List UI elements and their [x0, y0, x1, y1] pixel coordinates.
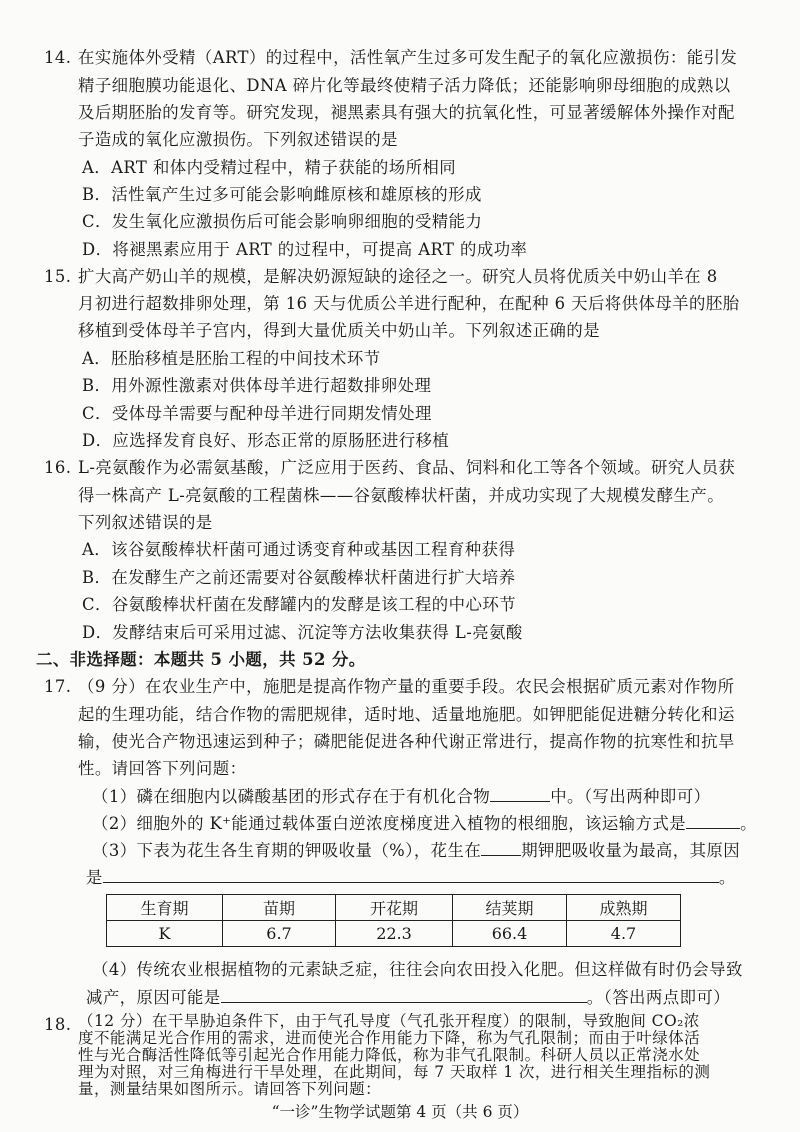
table-header-row	[107, 895, 681, 921]
question-number: 18.	[44, 1015, 72, 1034]
question-stem-line: 得一株高产 L-亮氨酸的工程菌株——谷氨酸棒状杆菌，并成功实现了大规模发酵生产。	[78, 486, 725, 505]
sub-question-1	[92, 785, 710, 809]
question-stem-line: 下列叙述错误的是	[78, 513, 213, 532]
table-cell: K	[107, 921, 223, 947]
question-stem-line: 在实施体外受精（ART）的过程中，活性氧产生过多可发生配子的氧化应激损伤：能引发	[78, 48, 738, 67]
option-a: A．该谷氨酸棒状杆菌可通过诱变育种或基因工程育种获得	[82, 540, 516, 559]
question-stem-line: 移植到受体母羊子宫内，得到大量优质关中奶山羊。下列叙述正确的是	[78, 321, 601, 340]
table-header-cell: 成熟期	[567, 895, 681, 921]
sub-question-text: 中。（写出两种即可）	[550, 787, 711, 806]
question-number: 15.	[44, 267, 72, 286]
sub-question-text: 期钾肥吸收量为最高，其原因	[521, 841, 741, 860]
question-stem-line: （12 分）在干旱胁迫条件下，由于气孔导度（气孔张开程度）的限制，导致胞间 CO₂浓	[78, 1012, 700, 1030]
option-b: B．在发酵生产之前还需要对谷氨酸棒状杆菌进行扩大培养	[82, 568, 516, 587]
question-stem-line: （9 分）在农业生产中，施肥是提高作物产量的重要手段。农民会根据矿质元素对作物所	[78, 677, 735, 696]
question-stem-line: 量，测量结果如图所示。请回答下列问题：	[78, 1080, 382, 1098]
sub-question-text: 是	[86, 868, 103, 887]
option-b: B．用外源性激素对供体母羊进行超数排卵处理	[82, 376, 432, 395]
sub-question-text: （3）下表为花生各生育期的钾吸收量（%），花生在	[92, 841, 482, 860]
question-stem-line: 及后期胚胎的发育等。研究发现，褪黑素具有强大的抗氧化性，可显著缓解体外操作对配	[78, 103, 735, 122]
table-cell: 6.7	[223, 921, 336, 947]
question-number: 17.	[44, 677, 72, 696]
option-c: C．受体母羊需要与配种母羊进行同期发情处理	[82, 404, 432, 423]
sub-question-text: 减产，原因可能是	[86, 988, 221, 1007]
table-header-cell: 苗期	[223, 895, 336, 921]
sub-question-text: 。	[740, 814, 757, 833]
table-cell: 22.3	[336, 921, 453, 947]
question-stem-line: 子造成的氧化应激损伤。下列叙述错误的是	[78, 130, 398, 149]
sub-question-text: 。（答出两点即可）	[586, 988, 731, 1007]
sub-question-text: （1）磷在细胞内以磷酸基团的形式存在于有机化合物	[92, 787, 491, 806]
answer-blank[interactable]	[490, 785, 550, 802]
answer-blank[interactable]	[221, 986, 587, 1003]
question-stem-line: 月初进行超数排卵处理，第 16 天与优质公羊进行配种，在配种 6 天后将供体母羊的胚胎	[78, 294, 740, 313]
table-header-cell: 开花期	[336, 895, 453, 921]
question-stem-line: L-亮氨酸作为必需氨基酸，广泛应用于医药、食品、饲料和化工等各个领域。研究人员获	[78, 458, 736, 477]
question-stem-line: 输，使光合产物迅速运到种子；磷肥能促进各种代谢正常进行，提高作物的抗寒性和抗旱	[78, 732, 735, 751]
sub-question-text: （2）细胞外的 K⁺能通过载体蛋白逆浓度梯度进入植物的根细胞，该运输方式是	[92, 814, 687, 833]
question-number: 14.	[44, 48, 72, 67]
table-header-cell: 生育期	[107, 895, 223, 921]
answer-blank[interactable]	[686, 812, 740, 829]
table-cell: 4.7	[567, 921, 681, 947]
option-d: D．将褪黑素应用于 ART 的过程中，可提高 ART 的成功率	[82, 240, 528, 259]
question-stem-line: 精子细胞膜功能退化、DNA 碎片化等最终使精子活力降低；还能影响卵母细胞的成熟以	[78, 76, 731, 95]
option-a: A．胚胎移植是胚胎工程的中间技术环节	[82, 349, 381, 368]
sub-question-text: 。	[718, 868, 736, 887]
option-c: C．谷氨酸棒状杆菌在发酵罐内的发酵是该工程的中心环节	[82, 595, 517, 614]
question-stem-line: 性与光合酶活性降低等引起光合作用能力降低，称为非气孔限制。科研人员以正常浇水处	[78, 1046, 701, 1064]
section-heading: 二、非选择题：本题共 5 小题，共 52 分。	[36, 650, 366, 669]
option-d: D．发酵结束后可采用过滤、沉淀等方法收集获得 L-亮氨酸	[82, 623, 523, 642]
answer-blank[interactable]	[103, 866, 719, 883]
question-stem-line: 度不能满足光合作用的需求，进而使光合作用能力下降，称为气孔限制；而由于叶绿体活	[78, 1029, 701, 1047]
table-cell: 66.4	[453, 921, 567, 947]
option-b: B．活性氧产生过多可能会影响雌原核和雄原核的形成	[82, 185, 482, 204]
sub-question-3-answer-line	[86, 866, 736, 890]
table-row	[107, 921, 681, 947]
question-stem-line: 扩大高产奶山羊的规模，是解决奶源短缺的途径之一。研究人员将优质关中奶山羊在 8	[78, 267, 718, 286]
potassium-uptake-table	[106, 894, 681, 947]
page-footer: “一诊”生物学试题第 4 页（共 6 页）	[271, 1103, 529, 1121]
sub-question-4-answer-line	[86, 986, 730, 1010]
option-d: D．应选择发育良好、形态正常的原肠胚进行移植	[82, 431, 450, 450]
answer-blank[interactable]	[481, 839, 521, 856]
sub-question-3	[92, 839, 740, 863]
option-c: C．发生氧化应激损伤后可能会影响卵细胞的受精能力	[82, 212, 483, 231]
question-stem-line: 性。请回答下列问题：	[78, 759, 247, 778]
sub-question-2	[92, 812, 757, 836]
table-header-cell: 结荚期	[453, 895, 567, 921]
option-a: A．ART 和体内受精过程中，精子获能的场所相同	[82, 158, 457, 177]
question-stem-line: 起的生理功能，结合作物的需肥规律，适时地、适量地施肥。如钾肥能促进糖分转化和运	[78, 705, 735, 724]
question-stem-line: 理为对照，对三角梅进行干旱处理，在此期间，每 7 天取样 1 次，进行相关生理指标的测	[78, 1063, 711, 1081]
sub-question-4: （4）传统农业根据植物的元素缺乏症，往往会向农田投入化肥。但这样做有时仍会导致	[92, 960, 743, 979]
question-number: 16.	[44, 458, 72, 477]
